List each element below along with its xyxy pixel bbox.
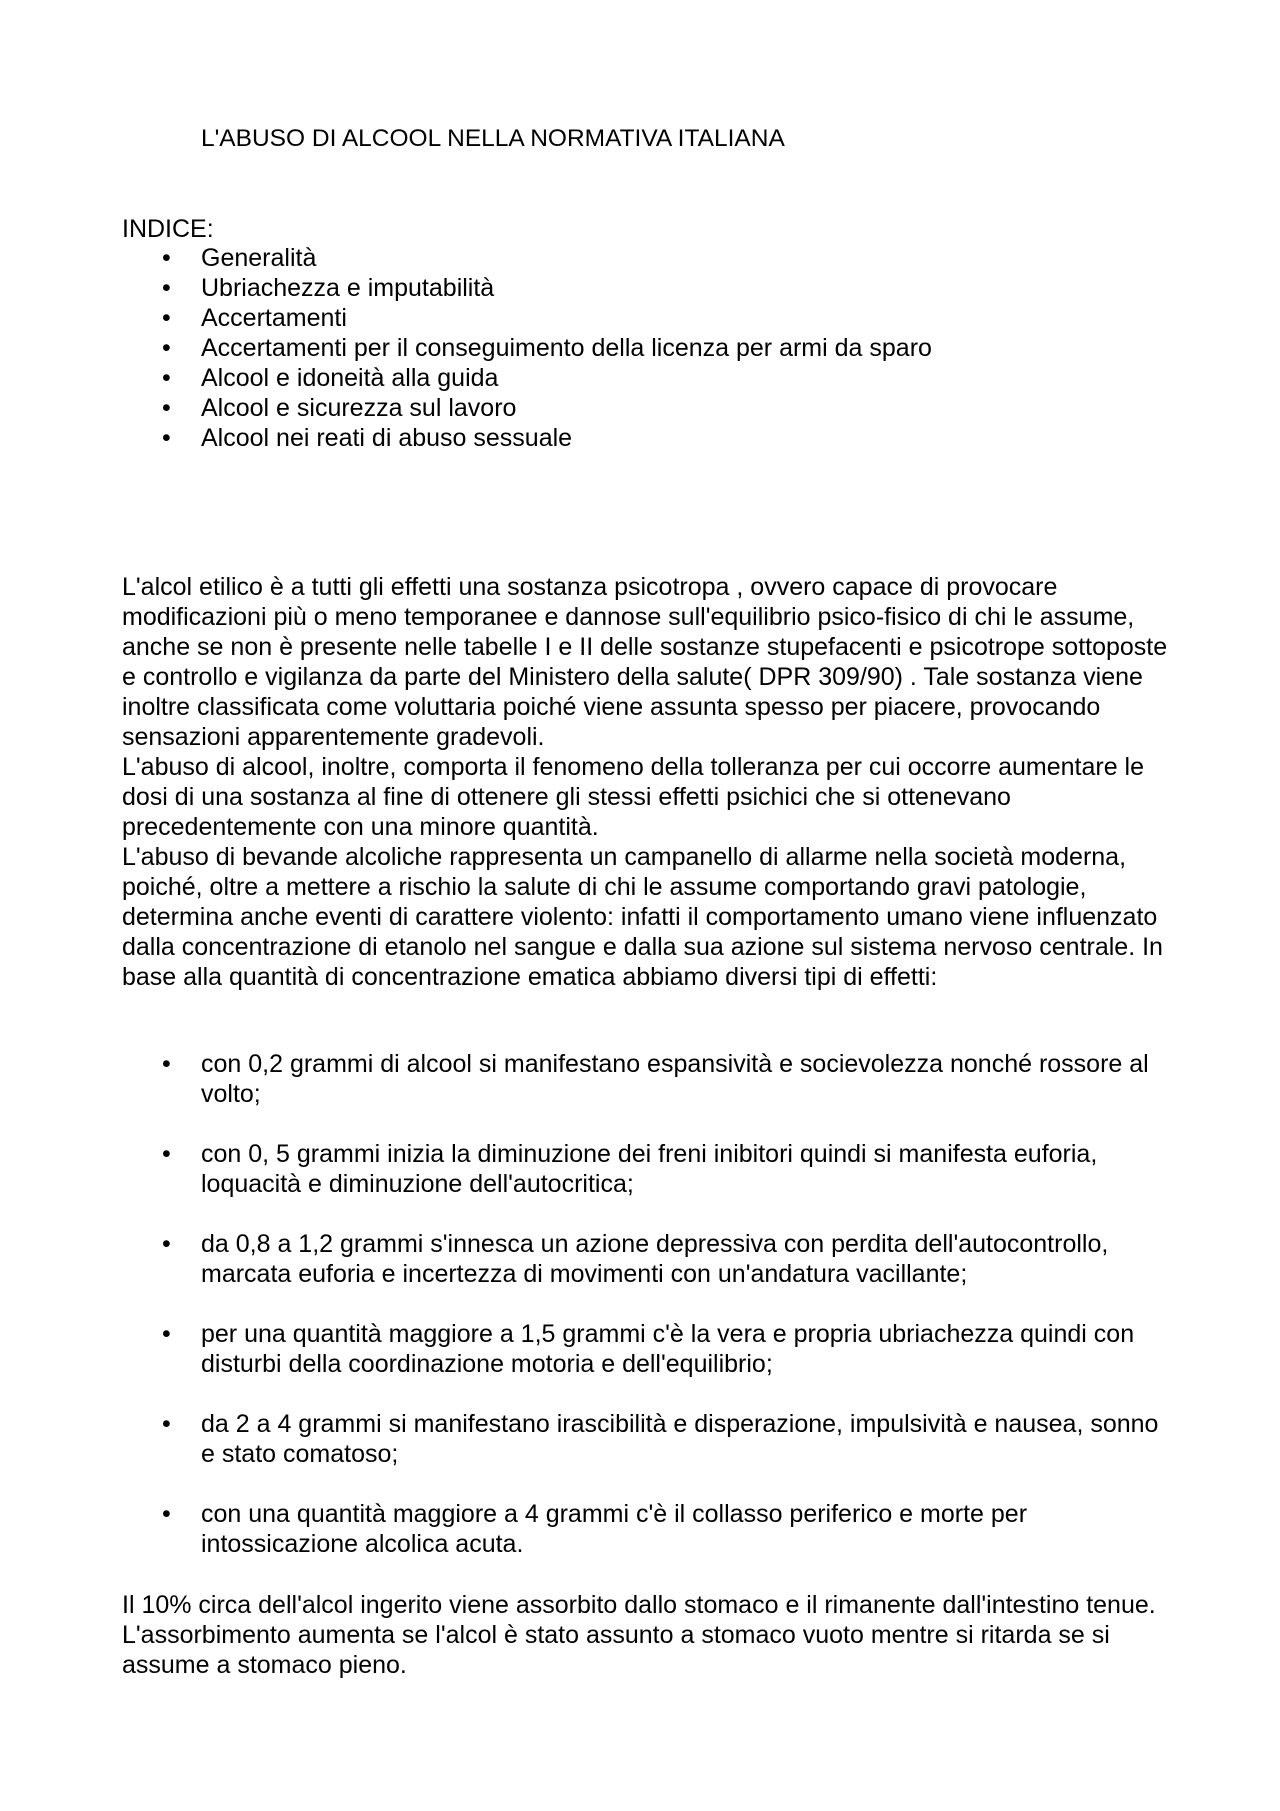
intro-paragraph: L'abuso di bevande alcoliche rappresenta un campanello di allarme nella società moderna, poiché, oltre a mettere a rischio la salute di chi le assume comportando gravi patologie, determina anche eventi di carattere violento: infatti il comportamento umano viene influenzato dalla concentrazione di etanolo nel sangue e dalla sua azione sul sistema nervoso centrale. In base alla quantità di concentrazione ematica abbiamo diversi tipi di effetti: [122, 843, 1163, 991]
effect-text: con 0, 5 grammi inizia la diminuzione dei freni inibitori quindi si manifesta euforia, loquacità e diminuzione dell'autocritica; [201, 1140, 1098, 1198]
bullet-icon: • [162, 424, 171, 452]
document-title: L'ABUSO DI ALCOOL NELLA NORMATIVA ITALIANA [201, 125, 785, 152]
list-item [122, 273, 1172, 303]
list-item [122, 1229, 1172, 1289]
index-item-text: Alcool nei reati di abuso sessuale [201, 424, 573, 452]
absorption-paragraph: Il 10% circa dell'alcol ingerito viene assorbito dallo stomaco e il rimanente dall'intestino tenue. L'assorbimento aumenta se l'alcol è stato assunto a stomaco vuoto mentre si ritarda se si assume a stomaco pieno. [122, 1591, 1156, 1679]
bullet-icon: • [162, 1140, 171, 1168]
bullet-icon: • [162, 274, 171, 302]
list-item [122, 1409, 1172, 1469]
effect-text: con una quantità maggiore a 4 grammi c'è il collasso periferico e morte per intossicazione alcolica acuta. [201, 1500, 1028, 1558]
bullet-icon: • [162, 1320, 171, 1348]
list-item [122, 1499, 1172, 1559]
bullet-icon: • [162, 304, 171, 332]
list-item [122, 333, 1172, 363]
effect-text: per una quantità maggiore a 1,5 grammi c'è la vera e propria ubriachezza quindi con disturbi della coordinazione motoria e dell'equilibrio; [201, 1320, 1135, 1378]
index-item-text: Accertamenti per il conseguimento della licenza per armi da sparo [201, 334, 932, 362]
list-item [122, 423, 1172, 453]
list-item [122, 1139, 1172, 1199]
index-item-text: Accertamenti [201, 304, 347, 332]
intro-paragraph: L'alcol etilico è a tutti gli effetti una sostanza psicotropa , ovvero capace di provocare modificazioni più o meno temporanee e dannose sull'equilibrio psico-fisico di chi le assume, anche se non è presente nelle tabelle I e II delle sostanze stupefacenti e psicotrope sottoposte e controllo e vigilanza da parte del Ministero della salute( DPR 309/90) . Tale sostanza viene inoltre classificata come voluttaria poiché viene assunta spesso per piacere, provocando sensazioni apparentemente gradevoli. [122, 573, 1168, 751]
bullet-icon: • [162, 364, 171, 392]
list-item [122, 363, 1172, 393]
bullet-icon: • [162, 1230, 171, 1258]
intro-section [122, 572, 1172, 992]
effect-text: da 2 a 4 grammi si manifestano irascibilità e disperazione, impulsività e nausea, sonno e stato comatoso; [201, 1410, 1159, 1468]
bullet-icon: • [162, 1500, 171, 1528]
index-item-text: Alcool e idoneità alla guida [201, 364, 499, 392]
bullet-icon: • [162, 1050, 171, 1078]
bullet-icon: • [162, 244, 171, 272]
bullet-icon: • [162, 1410, 171, 1438]
effect-text: da 0,8 a 1,2 grammi s'innesca un azione depressiva con perdita dell'autocontrollo, marcata euforia e incertezza di movimenti con un'andatura vacillante; [201, 1230, 1109, 1288]
bullet-icon: • [162, 334, 171, 362]
intro-paragraph: L'abuso di alcool, inoltre, comporta il fenomeno della tolleranza per cui occorre aumentare le dosi di una sostanza al fine di ottenere gli stessi effetti psichici che si ottenevano precedentemente con una minore quantità. [122, 753, 1145, 841]
list-item [122, 1049, 1172, 1109]
list-item [122, 393, 1172, 423]
effect-text: con 0,2 grammi di alcool si manifestano espansività e socievolezza nonché rossore al volto; [201, 1050, 1149, 1108]
list-item [122, 243, 1172, 273]
bullet-icon: • [162, 394, 171, 422]
index-item-text: Generalità [201, 244, 317, 272]
index-item-text: Ubriachezza e imputabilità [201, 274, 495, 302]
list-item [122, 1319, 1172, 1379]
effects-list [122, 1049, 1172, 1589]
index-item-text: Alcool e sicurezza sul lavoro [201, 394, 517, 422]
index-heading: INDICE: [122, 215, 214, 243]
index-list [122, 243, 1172, 453]
list-item [122, 303, 1172, 333]
